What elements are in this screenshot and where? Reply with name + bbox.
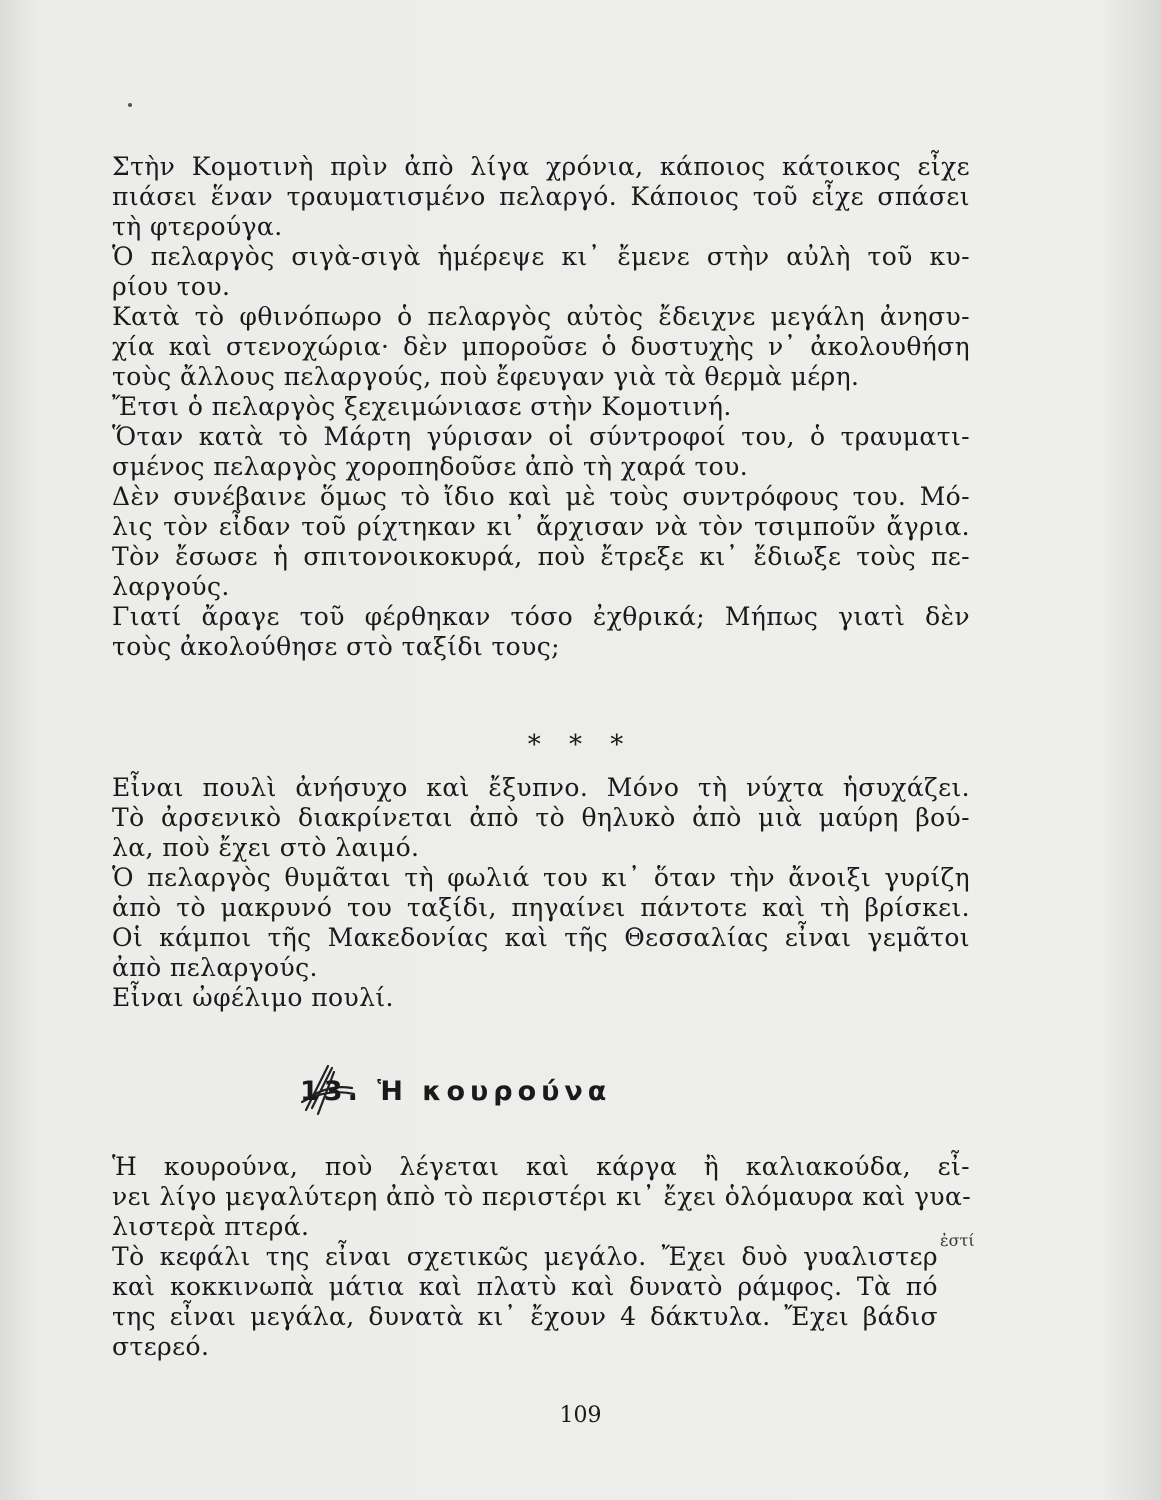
text-line: Τὸν ἔσωσε ἡ σπιτονοικοκυρά, ποὺ ἔτρεξε κι᾿ ἔδιωξε τοὺς πε- xyxy=(112,542,970,571)
text-line: τοὺς ἄλλους πελαργούς, ποὺ ἔφευγαν γιὰ τὰ θερμὰ μέρη. xyxy=(112,362,860,391)
text-line: Εἶναι πουλὶ ἀνήσυχο καὶ ἔξυπνο. Μόνο τὴ νύχτα ἡσυχάζει. xyxy=(112,773,970,802)
speck xyxy=(128,103,132,107)
text-line: Δὲν συνέβαινε ὅμως τὸ ἴδιο καὶ μὲ τοὺς συντρόφους του. Μό- xyxy=(112,482,970,511)
text-line: τὴ φτερούγα. xyxy=(112,212,283,241)
text-line: χία καὶ στενοχώρια· δὲν μποροῦσε ὁ δυστυχὴς ν᾿ ἀκολουθήση xyxy=(112,332,970,361)
text-line: λα, ποὺ ἔχει στὸ λαιμό. xyxy=(112,833,420,862)
text-line: τοὺς ἀκολούθησε στὸ ταξίδι τους; xyxy=(112,632,560,661)
handwritten-margin-note: ἐστί xyxy=(940,1231,975,1250)
stork-story-paragraphs xyxy=(112,152,970,662)
text-line: Ὅταν κατὰ τὸ Μάρτη γύρισαν οἱ σύντροφοί του, ὁ τραυματι- xyxy=(112,422,970,451)
page-number: 109 xyxy=(559,1403,602,1428)
text-line: ρίου του. xyxy=(112,272,231,301)
text-line: ἀπὸ πελαργούς. xyxy=(112,953,318,982)
text-line: στερεό. xyxy=(112,1332,210,1361)
text-line: σμένος πελαργὸς χοροπηδοῦσε ἀπὸ τὴ χαρά του. xyxy=(112,452,749,481)
text-line: καὶ κοκκινωπὰ μάτια καὶ πλατὺ καὶ δυνατὸ ράμφος. Τὰ πό xyxy=(112,1272,938,1301)
section-separator: * * * xyxy=(527,730,634,760)
text-line: Τὸ κεφάλι της εἶναι σχετικῶς μεγάλο. Ἔχει δυὸ γυαλιστερ xyxy=(112,1242,938,1271)
text-line: Οἱ κάμποι τῆς Μακεδονίας καὶ τῆς Θεσσαλίας εἶναι γεμᾶτοι xyxy=(112,923,970,952)
text-line: λις τὸν εἶδαν τοῦ ρίχτηκαν κι᾿ ἄρχισαν νὰ τὸν τσιμποῦν ἄγρια. xyxy=(112,512,970,541)
text-line: Ὁ πελαργὸς θυμᾶται τὴ φωλιά του κι᾿ ὅταν τὴν ἄνοιξι γυρίζη xyxy=(112,863,970,892)
text-line: Κατὰ τὸ φθινόπωρο ὁ πελαργὸς αὐτὸς ἔδειχνε μεγάλη ἀνησυ- xyxy=(112,302,970,331)
text-line: λαργούς. xyxy=(112,572,230,601)
text-line: της εἶναι μεγάλα, δυνατὰ κι᾿ ἔχουν 4 δάκτυλα. Ἔχει βάδισ xyxy=(112,1302,938,1331)
text-line: Γιατί ἄραγε τοῦ φέρθηκαν τόσο ἐχθρικά; Μήπως γιατὶ δὲν xyxy=(112,602,970,631)
text-line: πιάσει ἕναν τραυματισμένο πελαργό. Κάποιος τοῦ εἶχε σπάσει xyxy=(112,182,970,211)
text-line: Ἔτσι ὁ πελαργὸς ξεχειμώνιασε στὴν Κομοτινή. xyxy=(112,392,732,421)
text-line: νει λίγο μεγαλύτερη ἀπὸ τὸ περιστέρι κι᾿ ἔχει ὁλόμαυρα καὶ γυα- xyxy=(112,1182,972,1211)
crow-paragraphs xyxy=(112,1152,975,1362)
text-line: Ἡ κουρούνα, ποὺ λέγεται καὶ κάργα ἢ καλιακούδα, εἶ- xyxy=(112,1152,970,1181)
stork-facts-paragraphs xyxy=(112,773,970,1013)
text-line: Ὁ πελαργὸς σιγὰ-σιγὰ ἡμέρεψε κι᾿ ἔμενε στὴν αὐλὴ τοῦ κυ- xyxy=(112,242,970,271)
text-line: Στὴν Κομοτινὴ πρὶν ἀπὸ λίγα χρόνια, κάποιος κάτοικος εἶχε xyxy=(112,152,970,181)
text-line: Τὸ ἀρσενικὸ διακρίνεται ἀπὸ τὸ θηλυκὸ ἀπὸ μιὰ μαύρη βού- xyxy=(112,803,970,832)
text-line: λιστερὰ πτερά. xyxy=(112,1212,310,1241)
text-line: Εἶναι ὠφέλιμο πουλί. xyxy=(112,983,394,1012)
chapter-heading: 13. Ἡ κουρούνα xyxy=(300,1076,612,1107)
text-line: ἀπὸ τὸ μακρυνό του ταξίδι, πηγαίνει πάντοτε καὶ τὴ βρίσκει. xyxy=(112,893,970,922)
